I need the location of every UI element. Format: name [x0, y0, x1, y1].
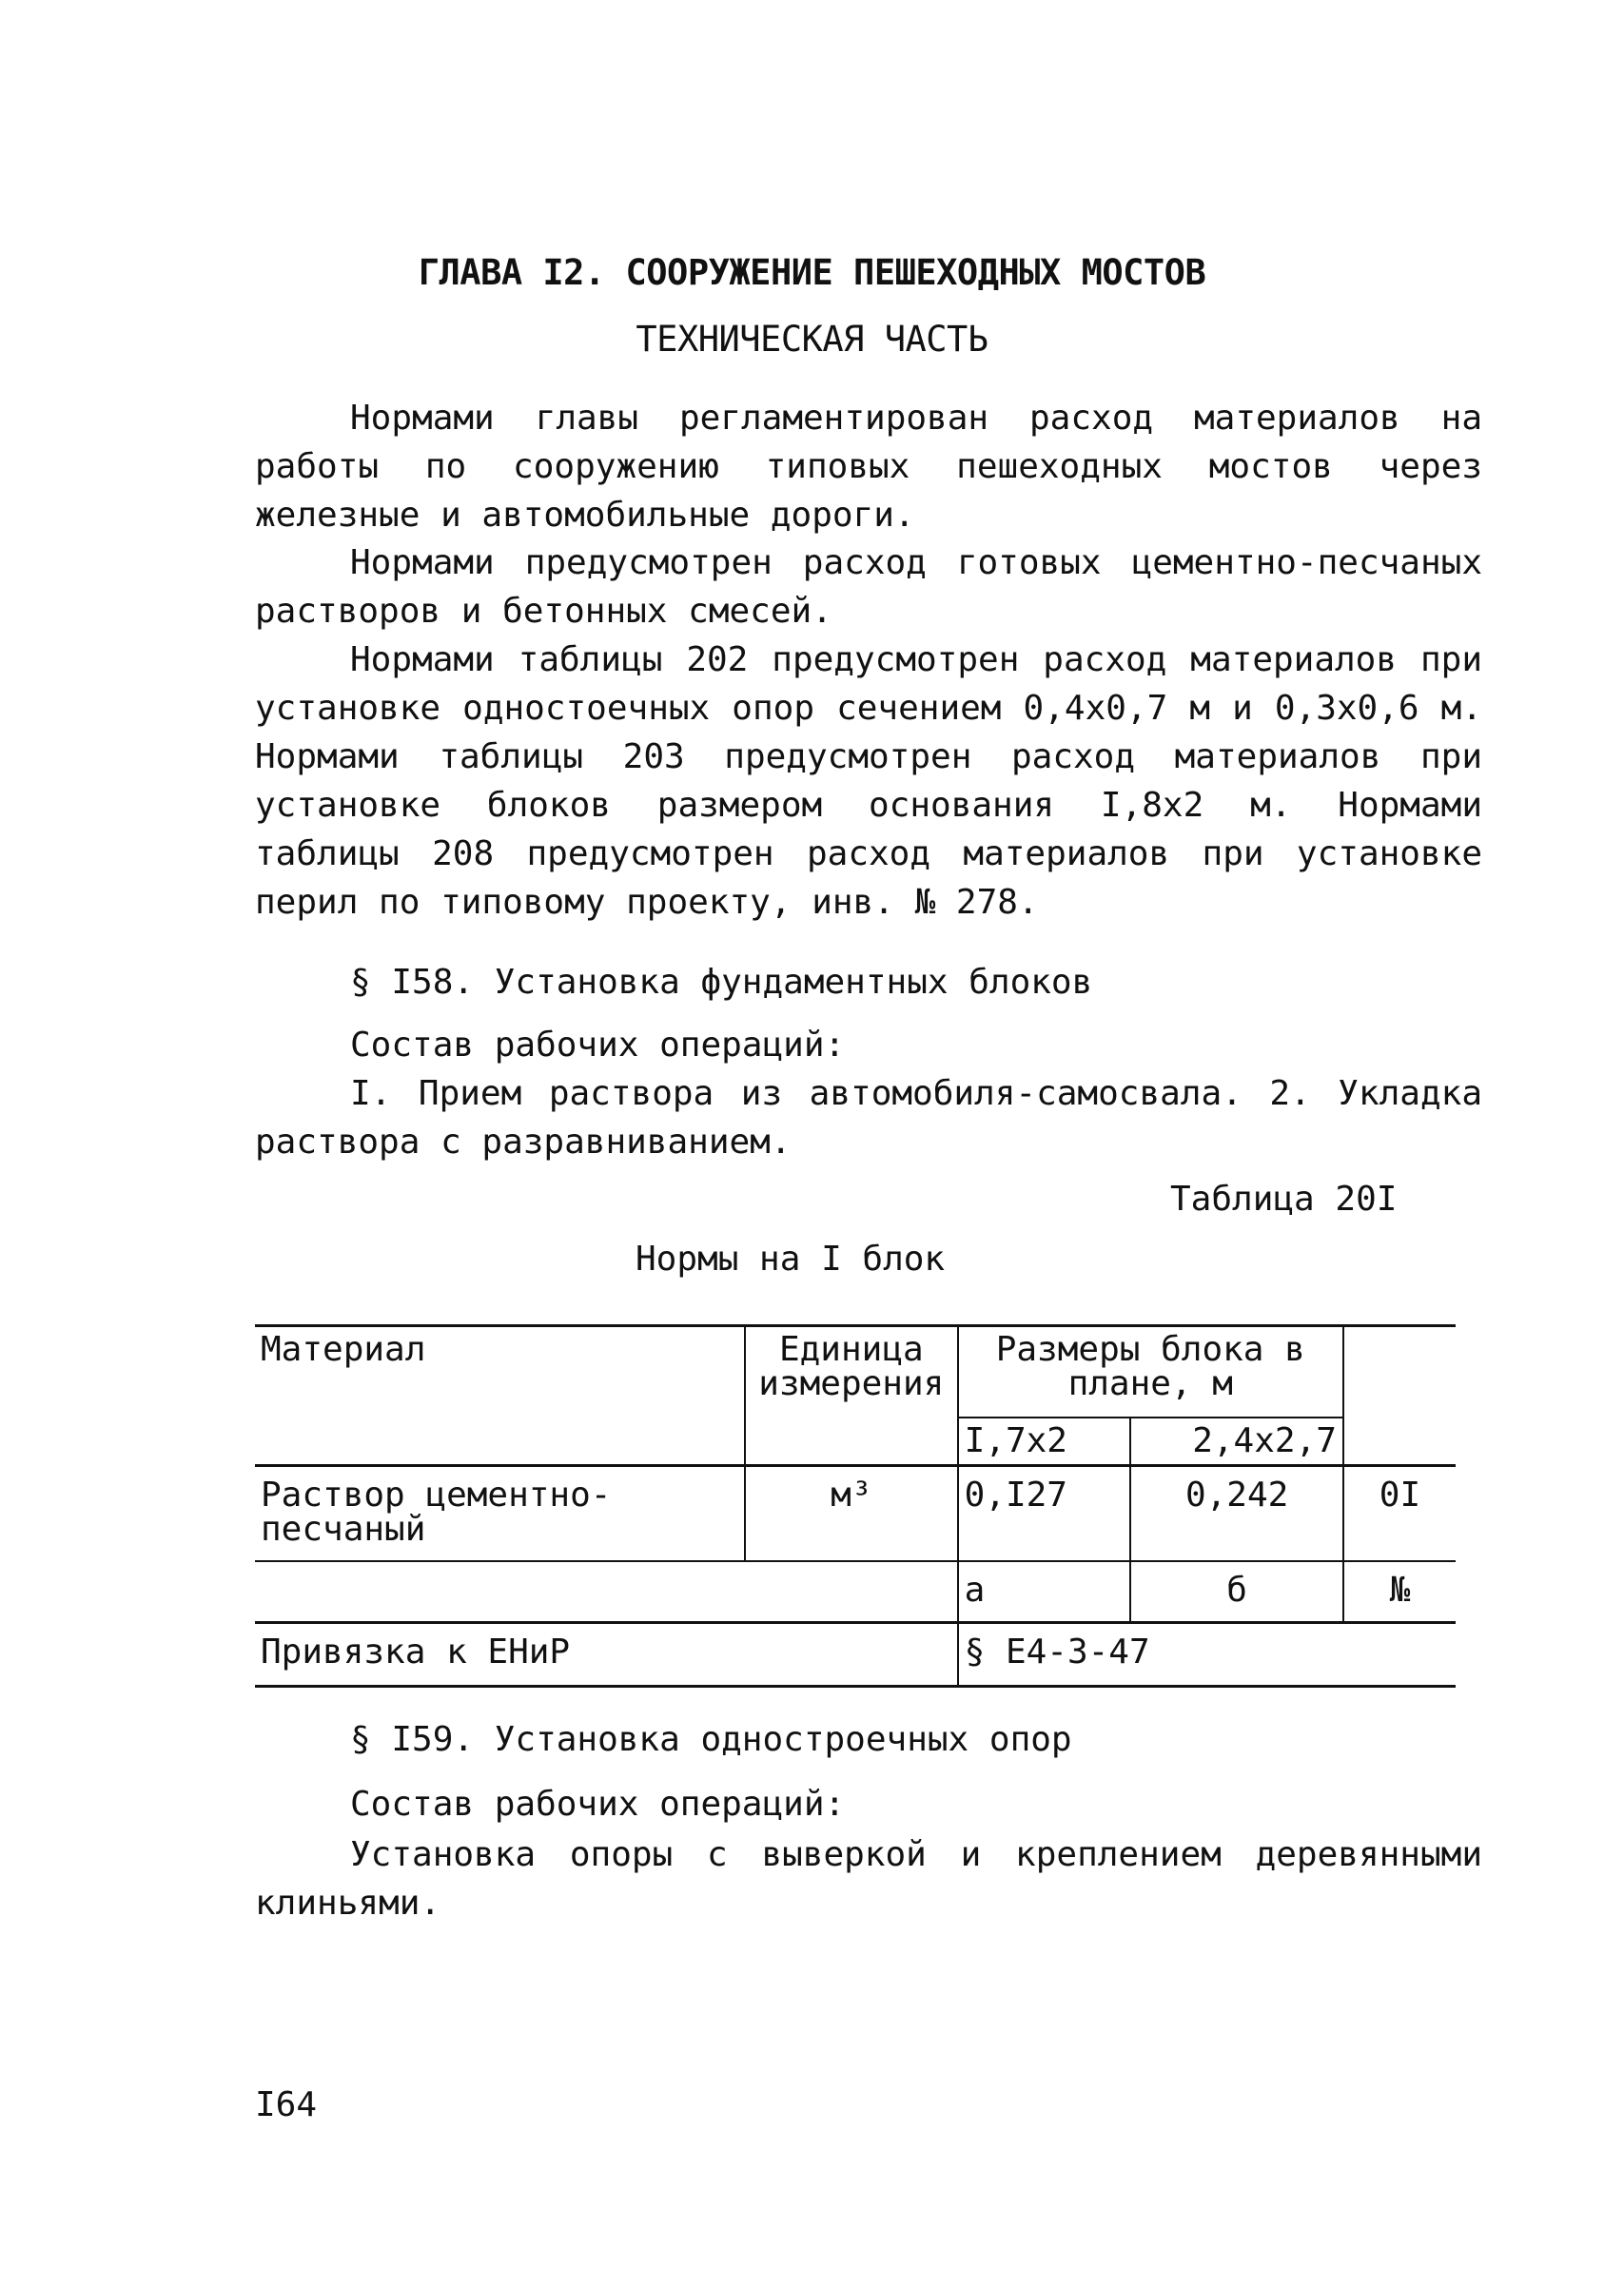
paragraph-scope — [255, 394, 1482, 539]
paragraph-mixtures — [255, 538, 1482, 636]
paragraph-tables-text: Нормами таблицы 202 предусмотрен расход материалов при установке одностоечных опор сечением 0,4х0,7 м и 0,3х0,6 м. Нормами таблицы 203 предусмотрен расход материалов при установке блоков размером основания I,8х2 м. Нормами таблицы 208 предусмотрен расход материалов при установке перил по типовому проекту, инв. № 278. — [255, 640, 1482, 922]
chapter-title: ГЛАВА I2. СООРУЖЕНИЕ ПЕШЕХОДНЫХ МОСТОВ — [418, 252, 1206, 293]
table-row-letters — [255, 1561, 1456, 1623]
section-159-ops-text: Установка опоры с выверкой и креплением деревянными клиньями. — [255, 1835, 1482, 1923]
header-code — [1343, 1326, 1456, 1466]
cell-empty — [255, 1561, 958, 1623]
header-size-1: I,7х2 — [958, 1418, 1131, 1466]
paragraph-scope-text: Нормами главы регламентирован расход материалов на работы по сооружению типовых пешеходных мостов через железные и автомобильные дороги. — [255, 399, 1482, 535]
cell-material: Раствор цементно-песчаный — [255, 1466, 745, 1562]
table-subcaption: Нормы на I блок — [636, 1240, 946, 1279]
cell-binding-label: Привязка к ЕНиР — [255, 1623, 958, 1687]
cell-code: 0I — [1379, 1476, 1421, 1515]
section-158-ops — [255, 1069, 1482, 1166]
section-158-heading: § I58. Установка фундаментных блоков — [350, 963, 1093, 1002]
section-158-ops-text: I. Прием раствора из автомобиля-самосвала. 2. Укладка раствора с разравниванием. — [255, 1074, 1482, 1162]
section-159-ops — [255, 1830, 1482, 1927]
section-158-ops-label: Состав рабочих операций: — [350, 1026, 846, 1065]
cell-value-1: 0,I27 — [958, 1466, 1131, 1562]
table-row-binding — [255, 1623, 1456, 1687]
cell-value-2: 0,242 — [1130, 1466, 1343, 1562]
cell-binding-value: § Е4-3-47 — [964, 1633, 1150, 1672]
part-title: ТЕХНИЧЕСКАЯ ЧАСТЬ — [636, 319, 988, 360]
cell-number-sign: № — [1389, 1571, 1411, 1610]
header-unit: Единица измерения — [745, 1326, 958, 1466]
table-caption: Таблица 20I — [1170, 1180, 1398, 1219]
table-row-mortar — [255, 1466, 1456, 1562]
header-sizes: Размеры блока в плане, м — [958, 1326, 1343, 1418]
cell-unit: м³ — [745, 1466, 958, 1562]
cell-letter-a: а — [958, 1561, 1131, 1623]
paragraph-tables — [255, 636, 1482, 927]
section-159-ops-label: Состав рабочих операций: — [350, 1785, 846, 1824]
page-number: I64 — [255, 2085, 318, 2124]
paragraph-mixtures-text: Нормами предусмотрен расход готовых цементно-песчаных растворов и бетонных смесей. — [255, 543, 1482, 631]
section-159-heading: § I59. Установка одностроечных опор — [350, 1720, 1072, 1759]
header-material: Материал — [255, 1326, 745, 1466]
norms-table — [255, 1324, 1456, 1688]
cell-letter-b: б — [1130, 1561, 1343, 1623]
table-header-row — [255, 1326, 1456, 1418]
header-size-2: 2,4х2,7 — [1130, 1418, 1343, 1466]
